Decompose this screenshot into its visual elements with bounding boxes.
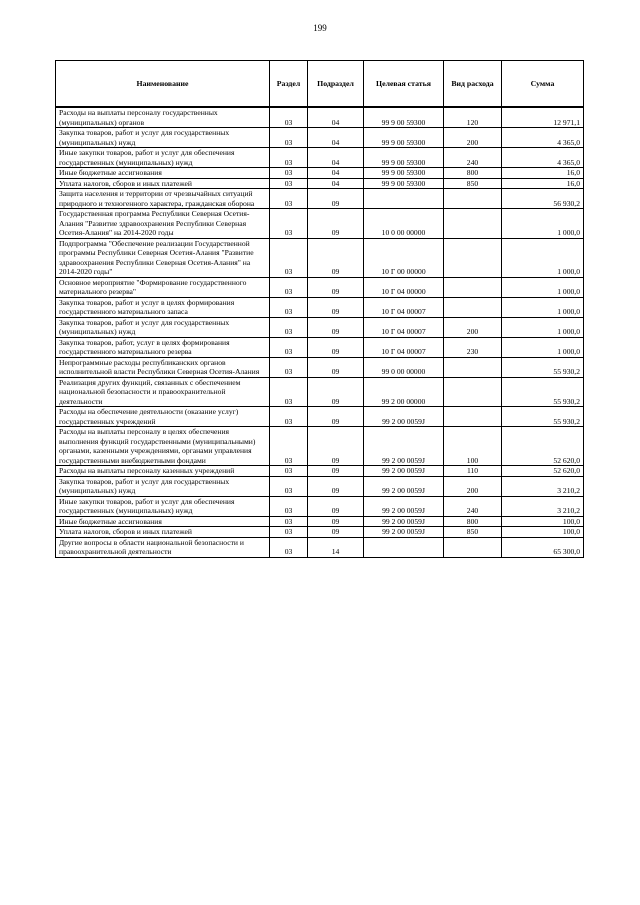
cell-vid: 200 [444,317,502,337]
table-row [56,527,584,538]
cell-name: Иные закупки товаров, работ и услуг для обеспечения государственных (муниципальных) нужд [56,496,270,516]
table-row [56,178,584,189]
cell-name: Государственная программа Республики Северная Осетия-Алания "Развитие здравоохранения Республики Северная Осетия-Алания" на 2014-2020 годы [56,209,270,239]
cell-vid: 200 [444,476,502,496]
cell-summa: 1 000,0 [502,297,584,317]
cell-summa: 16,0 [502,168,584,179]
cell-summa: 100,0 [502,527,584,538]
table-row [56,317,584,337]
cell-name: Расходы на выплаты персоналу в целях обеспечения выполнения функций государственными (муниципальными) органами, казенными учреждениями, органами управления государственными внебюджетными фондами [56,427,270,466]
cell-celevaya: 99 2 00 0059J [364,527,444,538]
cell-podrazdel: 04 [308,128,364,148]
cell-name: Непрограммные расходы республиканских органов исполнительной власти Республики Северная Осетия-Алания [56,357,270,377]
cell-podrazdel: 09 [308,189,364,209]
cell-razdel: 03 [270,516,308,527]
cell-celevaya: 10 Г 00 00000 [364,238,444,277]
cell-vid: 850 [444,178,502,189]
cell-podrazdel: 09 [308,476,364,496]
cell-razdel: 03 [270,128,308,148]
table-row [56,297,584,317]
cell-podrazdel: 09 [308,427,364,466]
header-celevaya: Целевая статья [364,61,444,108]
header-vid: Вид расхода [444,61,502,108]
cell-summa: 1 000,0 [502,238,584,277]
table-row [56,337,584,357]
budget-table [55,60,584,558]
cell-summa: 55 930,2 [502,377,584,407]
cell-podrazdel: 09 [308,238,364,277]
cell-vid [444,238,502,277]
cell-summa: 1 000,0 [502,317,584,337]
cell-razdel: 03 [270,178,308,189]
cell-summa: 100,0 [502,516,584,527]
cell-vid [444,407,502,427]
cell-vid: 800 [444,516,502,527]
cell-vid [444,537,502,557]
cell-celevaya: 99 9 00 59300 [364,107,444,128]
cell-summa: 56 930,2 [502,189,584,209]
cell-razdel: 03 [270,209,308,239]
cell-podrazdel: 04 [308,107,364,128]
cell-summa: 55 930,2 [502,407,584,427]
cell-celevaya: 99 2 00 0059J [364,427,444,466]
cell-summa: 1 000,0 [502,209,584,239]
cell-celevaya: 10 Г 04 00007 [364,337,444,357]
cell-vid [444,189,502,209]
header-razdel: Раздел [270,61,308,108]
cell-name: Расходы на выплаты персоналу государственных (муниципальных) органов [56,107,270,128]
cell-name: Другие вопросы в области национальной безопасности и правоохранительной деятельности [56,537,270,557]
table-row [56,148,584,168]
cell-razdel: 03 [270,407,308,427]
cell-razdel: 03 [270,466,308,477]
cell-name: Расходы на выплаты персоналу казенных учреждений [56,466,270,477]
table-row [56,427,584,466]
cell-name: Подпрограмма "Обеспечение реализации Государственной программы Республики Северная Осетия-Алания "Развитие здравоохранения Республики Северная Осетия-Алания" на 2014-2020 годы" [56,238,270,277]
cell-summa: 1 000,0 [502,277,584,297]
cell-podrazdel: 04 [308,148,364,168]
table-row [56,466,584,477]
table-row [56,128,584,148]
cell-vid: 200 [444,128,502,148]
cell-podrazdel: 14 [308,537,364,557]
cell-razdel: 03 [270,427,308,466]
cell-celevaya: 99 9 00 59300 [364,178,444,189]
cell-razdel: 03 [270,537,308,557]
cell-razdel: 03 [270,107,308,128]
table-row [56,168,584,179]
cell-name: Закупка товаров, работ и услуг в целях формирования государственного материального запаса [56,297,270,317]
cell-podrazdel: 04 [308,168,364,179]
cell-summa: 52 620,0 [502,427,584,466]
cell-summa: 4 365,0 [502,148,584,168]
cell-razdel: 03 [270,317,308,337]
table-row [56,407,584,427]
cell-razdel: 03 [270,277,308,297]
table-row [56,209,584,239]
table-row [56,357,584,377]
cell-vid: 100 [444,427,502,466]
header-summa: Сумма [502,61,584,108]
table-row [56,516,584,527]
cell-name: Иные закупки товаров, работ и услуг для обеспечения государственных (муниципальных) нужд [56,148,270,168]
cell-razdel: 03 [270,377,308,407]
cell-celevaya: 99 2 00 00000 [364,377,444,407]
cell-celevaya: 99 2 00 0059J [364,466,444,477]
cell-celevaya: 10 Г 04 00007 [364,317,444,337]
cell-name: Закупка товаров, работ, услуг в целях формирования государственного материального резерва [56,337,270,357]
cell-vid [444,377,502,407]
cell-podrazdel: 04 [308,178,364,189]
cell-podrazdel: 09 [308,337,364,357]
cell-name: Расходы на обеспечение деятельности (оказание услуг) государственных учреждений [56,407,270,427]
cell-razdel: 03 [270,168,308,179]
cell-razdel: 03 [270,357,308,377]
cell-name: Иные бюджетные ассигнования [56,516,270,527]
cell-vid: 240 [444,496,502,516]
table-body [56,107,584,557]
cell-celevaya: 99 0 00 00000 [364,357,444,377]
cell-podrazdel: 09 [308,377,364,407]
cell-vid: 240 [444,148,502,168]
cell-celevaya: 99 9 00 59300 [364,128,444,148]
cell-summa: 3 210,2 [502,476,584,496]
cell-podrazdel: 09 [308,466,364,477]
cell-podrazdel: 09 [308,209,364,239]
cell-razdel: 03 [270,148,308,168]
cell-name: Защита населения и территории от чрезвычайных ситуаций природного и техногенного характера, гражданская оборона [56,189,270,209]
cell-podrazdel: 09 [308,317,364,337]
cell-podrazdel: 09 [308,496,364,516]
cell-razdel: 03 [270,527,308,538]
cell-celevaya: 10 0 00 00000 [364,209,444,239]
table-row [56,377,584,407]
cell-razdel: 03 [270,297,308,317]
cell-celevaya: 10 Г 04 00000 [364,277,444,297]
cell-celevaya: 99 9 00 59300 [364,168,444,179]
cell-name: Уплата налогов, сборов и иных платежей [56,527,270,538]
cell-podrazdel: 09 [308,277,364,297]
cell-summa: 55 930,2 [502,357,584,377]
table-row [56,238,584,277]
cell-summa: 16,0 [502,178,584,189]
cell-vid: 230 [444,337,502,357]
cell-name: Реализация других функций, связанных с обеспечением национальной безопасности и правоохранительной деятельности [56,377,270,407]
header-name: Наименование [56,61,270,108]
cell-celevaya: 99 2 00 0059J [364,476,444,496]
cell-summa: 4 365,0 [502,128,584,148]
cell-celevaya: 10 Г 04 00007 [364,297,444,317]
cell-name: Основное мероприятие "Формирование государственного материального резерва" [56,277,270,297]
cell-vid: 110 [444,466,502,477]
cell-razdel: 03 [270,337,308,357]
cell-celevaya: 99 9 00 59300 [364,148,444,168]
table-row [56,476,584,496]
cell-celevaya: 99 2 00 0059J [364,407,444,427]
cell-vid: 850 [444,527,502,538]
cell-summa: 52 620,0 [502,466,584,477]
header-podrazdel: Подраздел [308,61,364,108]
cell-podrazdel: 09 [308,297,364,317]
cell-summa: 1 000,0 [502,337,584,357]
cell-vid [444,277,502,297]
cell-podrazdel: 09 [308,407,364,427]
cell-name: Закупка товаров, работ и услуг для государственных (муниципальных) нужд [56,476,270,496]
cell-celevaya: 99 2 00 0059J [364,516,444,527]
table-header-row [56,61,584,108]
cell-name: Уплата налогов, сборов и иных платежей [56,178,270,189]
cell-podrazdel: 09 [308,527,364,538]
cell-vid [444,297,502,317]
cell-razdel: 03 [270,238,308,277]
cell-celevaya [364,537,444,557]
cell-vid [444,357,502,377]
cell-razdel: 03 [270,476,308,496]
cell-vid: 120 [444,107,502,128]
cell-name: Закупка товаров, работ и услуг для государственных (муниципальных) нужд [56,128,270,148]
cell-celevaya [364,189,444,209]
table-row [56,496,584,516]
cell-vid: 800 [444,168,502,179]
page-number: 199 [313,23,327,33]
cell-summa: 65 300,0 [502,537,584,557]
cell-name: Закупка товаров, работ и услуг для государственных (муниципальных) нужд [56,317,270,337]
table-row [56,107,584,128]
cell-razdel: 03 [270,496,308,516]
cell-razdel: 03 [270,189,308,209]
cell-podrazdel: 09 [308,516,364,527]
cell-celevaya: 99 2 00 0059J [364,496,444,516]
table-row [56,537,584,557]
cell-name: Иные бюджетные ассигнования [56,168,270,179]
cell-summa: 3 210,2 [502,496,584,516]
table-row [56,189,584,209]
table-row [56,277,584,297]
cell-summa: 12 971,1 [502,107,584,128]
cell-podrazdel: 09 [308,357,364,377]
cell-vid [444,209,502,239]
